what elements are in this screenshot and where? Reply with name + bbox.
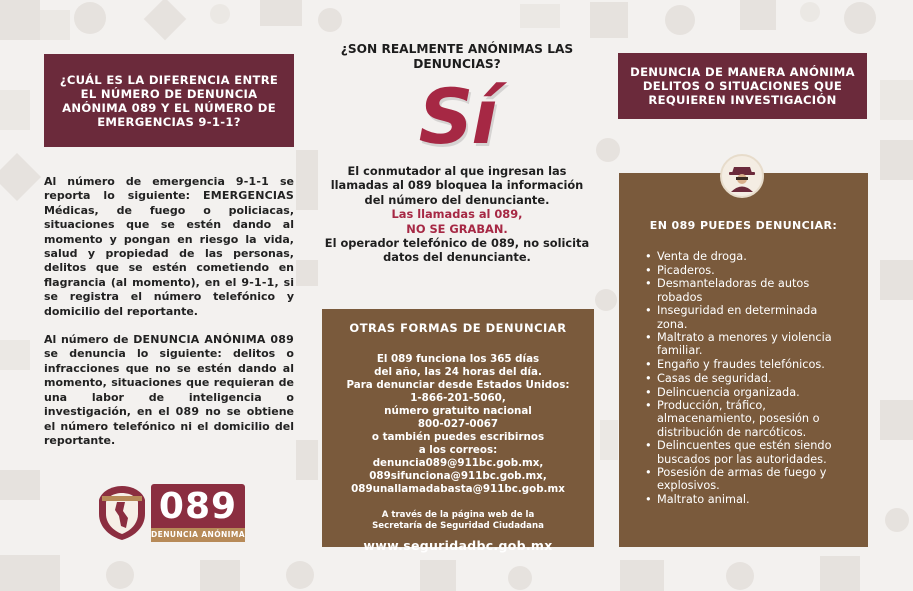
hours-line-2: del año, las 24 horas del día. bbox=[374, 366, 542, 378]
us-line: Para denunciar desde Estados Unidos: bbox=[346, 379, 570, 391]
difference-heading: ¿CUÁL ES LA DIFERENCIA ENTRE EL NÚMERO DE DENUNCIA ANÓNIMA 089 Y EL NÚMERO DE EMERGENCIAS 9-1-1? bbox=[59, 72, 279, 129]
list-item: • Inseguridad en determinada zona. bbox=[645, 304, 850, 330]
website-link[interactable]: www.seguridadbc.gob.mx bbox=[363, 538, 553, 553]
crimes-box bbox=[619, 173, 868, 547]
spy-icon bbox=[720, 154, 764, 198]
list-item: • Delincuencia organizada. bbox=[645, 386, 850, 399]
website-intro: A través de la página web de la Secretaría de Seguridad Ciudadana bbox=[372, 510, 544, 531]
list-item: • Maltrato animal. bbox=[645, 493, 850, 506]
national-phone[interactable]: 800-027-0067 bbox=[417, 418, 499, 430]
hours-line-1: El 089 funciona los 365 días bbox=[376, 353, 540, 365]
yes-answer: Sí bbox=[418, 72, 496, 161]
email-3[interactable]: 089unallamadabasta@911bc.gob.mx bbox=[351, 483, 565, 495]
list-item: • Desmanteladoras de autos robados bbox=[645, 277, 850, 303]
list-item: • Posesión de armas de fuego y explosivos. bbox=[645, 466, 850, 492]
anonymity-explanation bbox=[320, 164, 594, 265]
difference-heading-box bbox=[44, 54, 294, 147]
list-item: • Maltrato a menores y violencia familiar. bbox=[645, 331, 850, 357]
list-item: • Casas de seguridad. bbox=[645, 372, 850, 385]
logo-089 bbox=[95, 484, 245, 544]
logo-tagline: DENUNCIA ANÓNIMA bbox=[151, 528, 245, 542]
anonymous-089-paragraph: Al número de DENUNCIA ANÓNIMA 089 se denuncia lo siguiente: delitos o infracciones que no se estén dando al momento, situaciones que requieran de una labor de inteligencia o investigación, en el 089 no se obtiene el número telefónico ni el domicilio del reportante. bbox=[44, 333, 294, 447]
write-line: o también puedes escribirnos bbox=[371, 431, 545, 443]
list-item: • Delincuentes que estén siendo buscados por las autoridades. bbox=[645, 439, 850, 465]
switchboard-text: El conmutador al que ingresan las llamadas al 089 bloquea la información del número del denunciante. bbox=[330, 164, 584, 207]
report-heading-box bbox=[618, 53, 867, 119]
other-ways-body bbox=[322, 353, 594, 496]
report-heading: DENUNCIA DE MANERA ANÓNIMA DELITOS O SITUACIONES QUE REQUIEREN INVESTIGACIÓN bbox=[630, 65, 855, 107]
email-2[interactable]: 089sifunciona@911bc.gob.mx, bbox=[369, 470, 547, 482]
logo-number: 089 bbox=[151, 484, 245, 532]
crimes-heading: EN 089 PUEDES DENUNCIAR: bbox=[649, 219, 838, 232]
list-item: • Picaderos. bbox=[645, 264, 850, 277]
list-item: • Venta de droga. bbox=[645, 250, 850, 263]
operator-text: El operador telefónico de 089, no solicita datos del denunciante. bbox=[324, 236, 590, 265]
us-phone[interactable]: 1-866-201-5060, bbox=[410, 392, 506, 404]
other-ways-box bbox=[322, 309, 594, 553]
left-column bbox=[44, 54, 294, 448]
list-item: • Engaño y fraudes telefónicos. bbox=[645, 358, 850, 371]
emails-line: a los correos: bbox=[418, 444, 498, 456]
crimes-list bbox=[645, 250, 850, 506]
shield-logo-icon bbox=[95, 484, 149, 542]
anonymous-question: ¿SON REALMENTE ANÓNIMAS LAS DENUNCIAS? bbox=[340, 42, 574, 71]
national-line: número gratuito nacional bbox=[384, 405, 532, 417]
list-item: • Producción, tráfico, almacenamiento, posesión o distribución de narcóticos. bbox=[645, 399, 850, 439]
other-ways-heading: OTRAS FORMAS DE DENUNCIAR bbox=[349, 321, 567, 335]
not-recorded-line: NO SE GRABAN. bbox=[406, 221, 508, 236]
middle-column bbox=[320, 42, 594, 265]
calls-line: Las llamadas al 089, bbox=[391, 207, 523, 222]
email-1[interactable]: denuncia089@911bc.gob.mx, bbox=[372, 457, 544, 469]
emergency-911-paragraph: Al número de emergencia 9-1-1 se reporta lo siguiente: EMERGENCIAS Médicas, de fuego o policiacas, situaciones que se estén dando al momento y pongan en riesgo la vida, salud y propiedad de las personas, delitos que se estén cometiendo en flagrancia (al momento), en el 9-1-1, si se registra el número telefónico y domicilio del reportante. bbox=[44, 175, 295, 318]
